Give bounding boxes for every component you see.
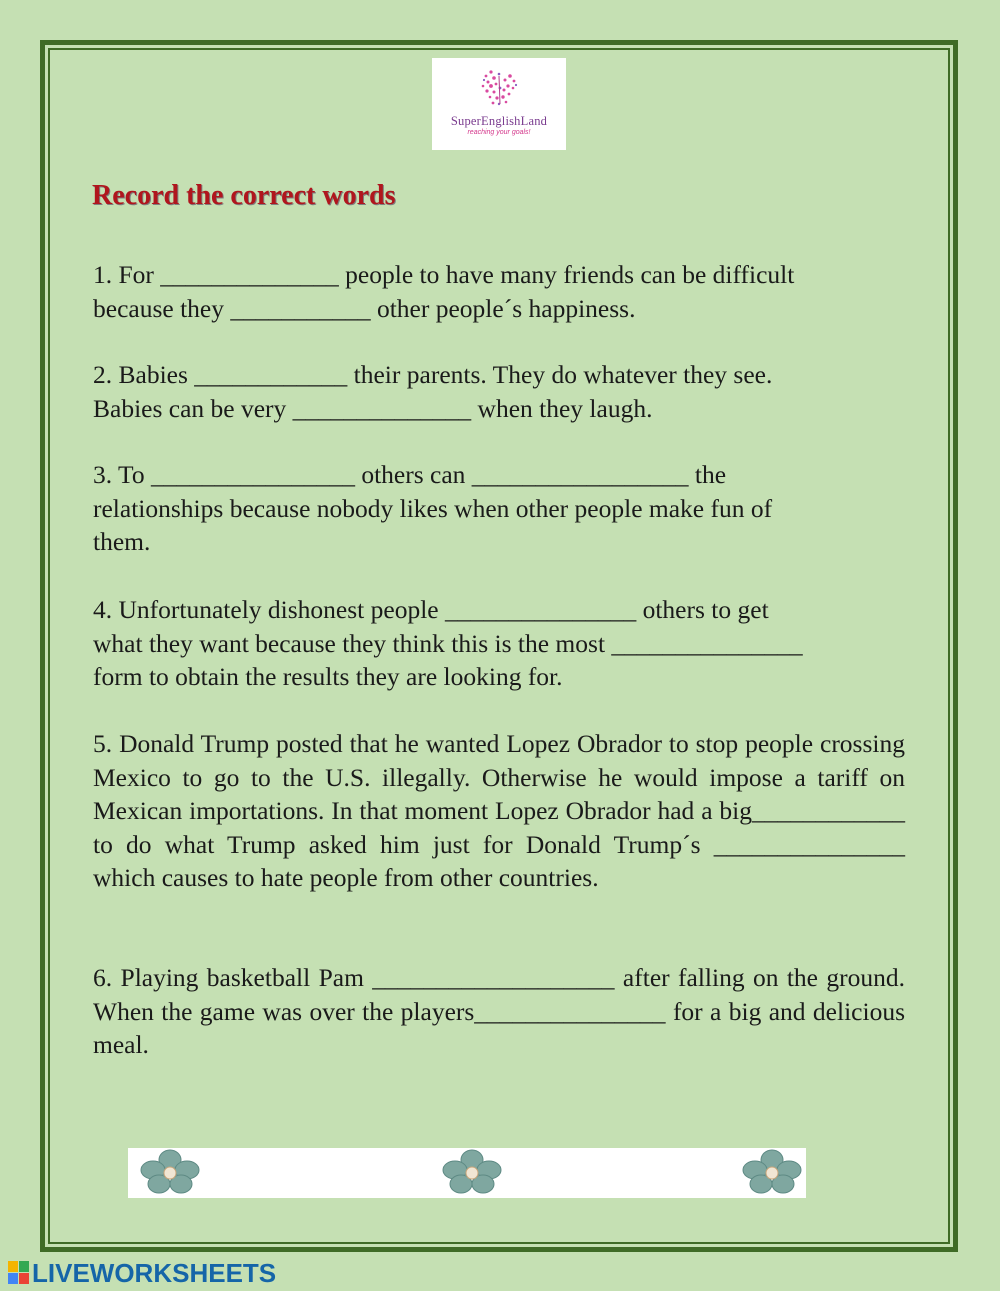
logo-brand-text: SuperEnglishLand: [450, 114, 548, 128]
flower-icon: [136, 1148, 204, 1198]
flower-icon: [738, 1148, 806, 1198]
question-1: 1. For ______________ people to have many friends can be difficult because they ___________ other people´s happiness.: [93, 260, 795, 323]
flower-icon: [438, 1148, 506, 1198]
liveworksheets-footer[interactable]: [8, 1258, 276, 1288]
liveworksheets-brand: LIVEWORKSHEETS: [32, 1257, 277, 1288]
liveworksheets-logo-icon: [8, 1261, 30, 1285]
question-2: 2. Babies ____________ their parents. They do whatever they see. Babies can be very ______________ when they laugh.: [93, 360, 773, 423]
logo-tagline: reaching your goals!: [467, 129, 531, 136]
question-4: 4. Unfortunately dishonest people _______________ others to get what they want because they think this is the most _______________ form to obtain the results they are looking for.: [93, 595, 803, 691]
butterfly-icon: [469, 64, 529, 114]
question-6: 6. Playing basketball Pam ___________________ after falling on the ground. When the game was over the players_______________ for a big and delicious meal.: [93, 963, 905, 1059]
superenglishland-logo: [432, 58, 566, 150]
worksheet-title: Record the correct words: [92, 180, 396, 211]
question-3: 3. To ________________ others can _________________ the relationships because nobody likes when other people make fun of them.: [93, 460, 773, 556]
flower-decoration-strip: [128, 1148, 806, 1198]
question-5: 5. Donald Trump posted that he wanted Lopez Obrador to stop people crossing Mexico to go to the U.S. illegally. Otherwise he would impose a tariff on Mexican importations. In that moment Lopez Obrador had a big____________ to do what Trump asked him just for Donald Trump´s _______________ which causes to hate people from other countries.: [93, 729, 905, 892]
